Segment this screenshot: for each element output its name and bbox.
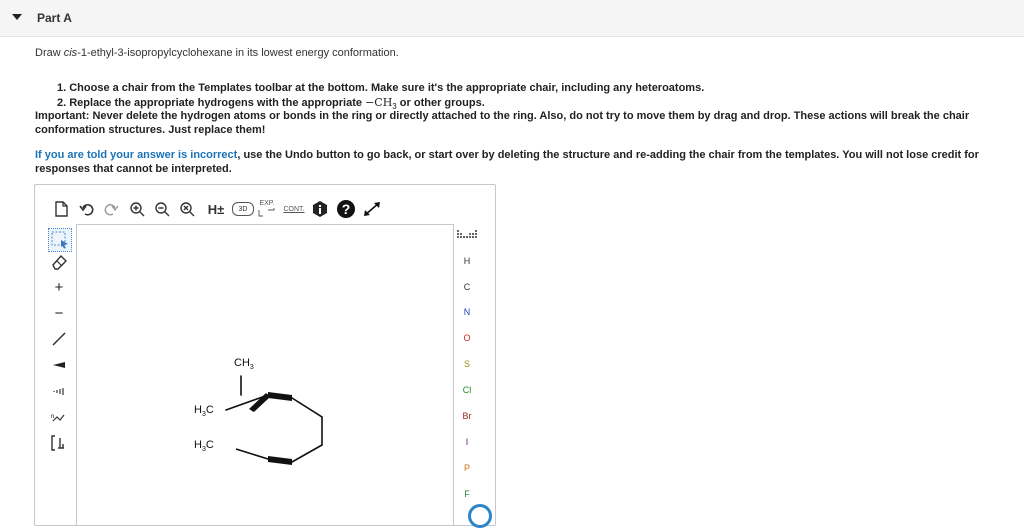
part-title: Part A	[37, 11, 72, 25]
expand-button[interactable]: EXP.	[259, 200, 275, 207]
part-header[interactable]	[0, 0, 1024, 37]
h3c-bot-pre: H	[194, 439, 202, 451]
prompt-italic: cis	[63, 47, 78, 59]
select-tool-icon[interactable]	[48, 228, 72, 252]
cyclohexane-ring	[226, 376, 322, 462]
help-icon[interactable]	[336, 199, 356, 219]
wedge-bond-top	[268, 392, 292, 401]
collapse-caret-icon[interactable]	[12, 14, 22, 20]
help-text-line-1	[35, 149, 979, 161]
template-toggle-icon[interactable]	[468, 504, 492, 528]
element-o-button[interactable]: O	[463, 333, 471, 343]
ch3-main: CH	[234, 357, 250, 369]
contract-button[interactable]: CONT.	[283, 205, 305, 213]
redo-icon[interactable]	[102, 200, 120, 218]
element-cl-button[interactable]: Cl	[462, 385, 472, 395]
clear-icon[interactable]	[178, 200, 196, 218]
step2-post: or other groups.	[396, 97, 485, 109]
element-n-button[interactable]: N	[463, 307, 471, 317]
negative-charge-icon[interactable]: −	[54, 304, 64, 322]
eraser-icon[interactable]	[48, 251, 70, 273]
h3c-bot-sub: 3	[201, 446, 206, 454]
h3c-bot-post: C	[205, 439, 214, 451]
element-h-button[interactable]: H	[463, 256, 471, 266]
element-br-button[interactable]: Br	[462, 411, 472, 421]
expand-bracket-icon	[256, 208, 278, 220]
info-icon[interactable]	[312, 201, 328, 217]
help-text-line-2: responses that cannot be interpreted.	[35, 163, 232, 175]
h3c-mid-post: C	[205, 404, 214, 416]
help-text-rest: , use the Undo button to go back, or start over by deleting the structure and re-adding the chair from the templates. You will not lose credit for	[237, 149, 979, 161]
h3c-mid-pre: H	[194, 404, 202, 416]
wedge-bond-icon[interactable]	[48, 354, 70, 376]
undo-icon[interactable]	[78, 200, 96, 218]
important-note-line-2: conformation structures. Just replace them!	[35, 124, 266, 136]
step2-pre: 2. Replace the appropriate hydrogens with the appropriate	[57, 97, 366, 109]
svg-text:?: ?	[341, 201, 351, 217]
ch3-top-label	[234, 357, 254, 371]
single-bond-icon[interactable]	[48, 328, 70, 350]
element-f-button[interactable]: F	[464, 489, 470, 499]
positive-charge-icon[interactable]: +	[54, 278, 64, 296]
toggle-hydrogens-button[interactable]: H±	[207, 201, 225, 217]
zoom-in-icon[interactable]	[128, 200, 146, 218]
h3c-bottom-label	[194, 439, 214, 453]
element-c-button[interactable]: C	[463, 282, 471, 292]
incorrect-answer-link[interactable]: If you are told your answer is incorrect	[35, 149, 238, 161]
svg-text:n: n	[51, 414, 55, 420]
chain-tool-icon[interactable]	[48, 406, 70, 428]
zoom-out-icon[interactable]	[153, 200, 171, 218]
question-prompt	[35, 47, 399, 59]
hash-bond-icon[interactable]	[48, 380, 70, 402]
wedge-bond-left	[249, 393, 270, 412]
fullscreen-icon[interactable]	[362, 200, 382, 218]
element-i-button[interactable]: I	[465, 437, 469, 447]
bracket-tool-icon[interactable]	[48, 432, 70, 454]
new-document-icon[interactable]	[52, 200, 70, 218]
prompt-text-post: -1-ethyl-3-isopropylcyclohexane in its lowest energy conformation.	[77, 47, 399, 59]
h3c-mid-label	[194, 404, 214, 418]
instruction-step-1: 1. Choose a chair from the Templates toolbar at the bottom. Make sure it's the appropriate chair, including any heteroatoms.	[57, 82, 705, 94]
molecule-structure[interactable]	[76, 224, 452, 512]
step2-formula: −CH	[365, 96, 393, 109]
element-p-button[interactable]: P	[463, 463, 470, 473]
3d-view-button[interactable]: 3D	[232, 202, 254, 216]
step2-sub: 3	[392, 102, 397, 112]
element-s-button[interactable]: S	[463, 359, 470, 369]
ch3-sub: 3	[249, 364, 254, 372]
periodic-table-icon[interactable]	[456, 228, 478, 242]
prompt-text-pre: Draw	[35, 47, 64, 59]
important-note-line-1: Important: Never delete the hydrogen atoms or bonds in the ring or directly attached to the ring. Also, do not try to move them by drag and drop. These actions will break the chair	[35, 110, 970, 122]
wedge-bond-bottom	[268, 456, 292, 465]
h3c-mid-sub: 3	[201, 411, 206, 419]
instruction-step-2	[57, 96, 485, 111]
